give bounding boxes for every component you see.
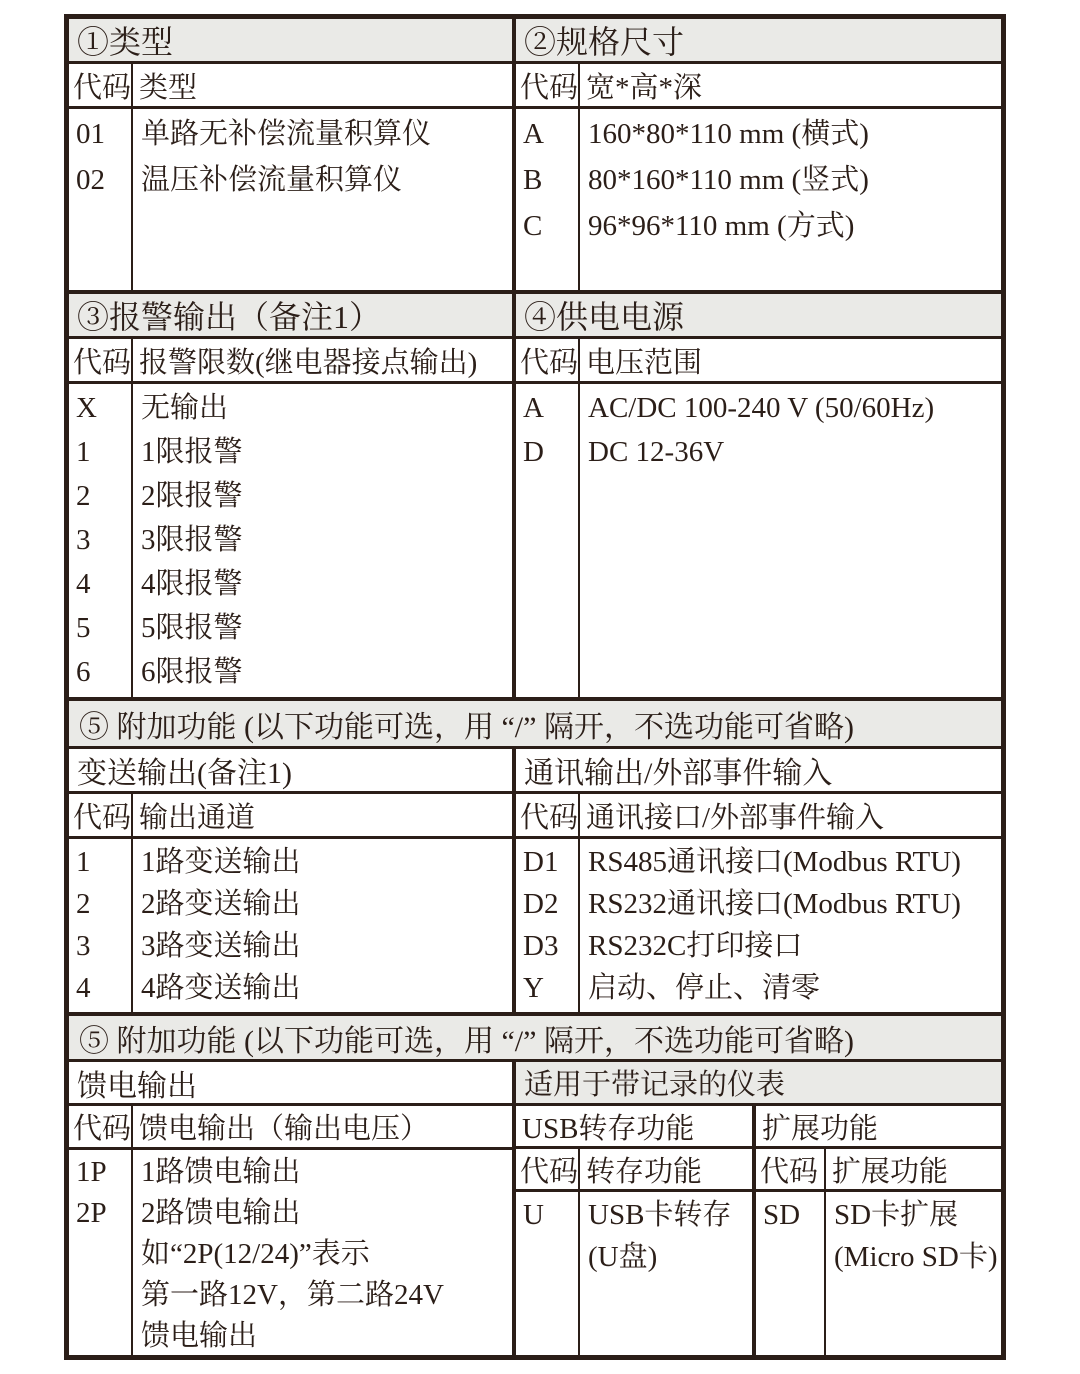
desc-column-header: 扩展功能	[832, 1155, 949, 1188]
section-extra2-title: ⑤ 附加功能 (以下功能可选，用 “/” 隔开，不选功能可省略)	[69, 1016, 1001, 1059]
code-cell: 2P	[76, 1197, 107, 1229]
group-usb-title: USB转存功能	[516, 1106, 752, 1149]
desc-cell: 无输出	[141, 392, 229, 424]
group-sd-title: 扩展功能	[756, 1106, 1001, 1149]
desc-cell: 2限报警	[141, 480, 243, 512]
code-cell: 1	[76, 436, 91, 468]
code-cell: 3	[76, 930, 91, 962]
section-alarm-rows	[69, 384, 512, 697]
desc-cell: (Micro SD卡)	[834, 1241, 998, 1273]
code-cell: 2	[76, 480, 91, 512]
desc-cell: (U盘)	[588, 1241, 658, 1273]
band-extra1-header	[69, 701, 1001, 749]
group-sd-column-headers	[756, 1149, 1001, 1192]
section-type-rows	[69, 109, 512, 290]
code-cell: A	[523, 118, 544, 150]
band-transmit-comm	[69, 749, 1001, 1016]
code-column-header: 代码	[69, 1106, 133, 1147]
section-transmit-title: 变送输出(备注1)	[69, 749, 512, 794]
section-type-title: ①类型	[69, 19, 512, 64]
code-cell: Y	[523, 972, 544, 1004]
code-cell: D3	[523, 930, 559, 962]
desc-column-header: 宽*高*深	[586, 71, 703, 104]
desc-cell: 4限报警	[141, 568, 243, 600]
code-column-header: 代码	[69, 794, 133, 836]
desc-column-header: 输出通道	[139, 801, 256, 834]
group-usb	[516, 1106, 756, 1355]
code-cells	[516, 1192, 580, 1355]
desc-cell: SD卡扩展	[834, 1199, 959, 1231]
section-feed-column-headers	[69, 1106, 512, 1150]
section-type-column-headers	[69, 64, 512, 109]
code-cell: 1P	[76, 1156, 107, 1188]
desc-column-header: 通讯接口/外部事件输入	[586, 801, 885, 834]
desc-column-header: 类型	[139, 71, 198, 104]
code-column-header: 代码	[756, 1149, 826, 1189]
code-cell: 5	[76, 612, 91, 644]
code-column-header: 代码	[516, 339, 580, 381]
code-cells	[516, 109, 580, 290]
band-feed-record	[69, 1062, 1001, 1355]
band-extra2-header	[69, 1016, 1001, 1062]
desc-cells	[133, 1150, 512, 1355]
section-alarm-column-headers	[69, 339, 512, 384]
desc-cell: RS232C打印接口	[588, 930, 803, 962]
group-usb-column-headers	[516, 1149, 752, 1192]
record-groups	[516, 1106, 1001, 1355]
desc-cell: USB卡转存	[588, 1199, 732, 1231]
desc-cell: 4路变送输出	[141, 972, 301, 1004]
code-cell: 02	[76, 164, 105, 196]
code-cell: D	[523, 436, 544, 468]
section-comm-rows	[516, 839, 1001, 1012]
desc-cell: 温压补偿流量积算仪	[141, 164, 403, 196]
group-sd	[756, 1106, 1001, 1355]
desc-cell: 如“2P(12/24)”表示	[141, 1238, 370, 1270]
desc-cells	[580, 384, 1001, 697]
desc-cells	[826, 1192, 1001, 1355]
desc-cell: 6限报警	[141, 656, 243, 688]
section-type	[69, 19, 516, 290]
code-cell: D2	[523, 888, 559, 920]
code-column-header: 代码	[69, 339, 133, 381]
desc-column-header: 电压范围	[586, 346, 703, 379]
desc-cells	[133, 109, 512, 290]
ordering-code-table	[64, 14, 1006, 1360]
desc-column-header: 报警限数(继电器接点输出)	[139, 346, 478, 379]
desc-cell: 3限报警	[141, 524, 243, 556]
section-feed	[69, 1062, 516, 1355]
section-transmit-column-headers	[69, 794, 512, 839]
code-cells	[756, 1192, 826, 1355]
group-usb-rows	[516, 1192, 752, 1355]
section-power-column-headers	[516, 339, 1001, 384]
code-cell: 01	[76, 118, 105, 150]
code-column-header: 代码	[516, 64, 580, 106]
section-comm-column-headers	[516, 794, 1001, 839]
desc-cell: DC 12-36V	[588, 436, 725, 468]
code-cell: A	[523, 392, 544, 424]
code-cell: 3	[76, 524, 91, 556]
code-column-header: 代码	[516, 794, 580, 836]
section-size-rows	[516, 109, 1001, 290]
desc-cell: 2路变送输出	[141, 888, 301, 920]
code-cell: U	[523, 1199, 544, 1231]
desc-cells	[133, 384, 512, 697]
code-cell: SD	[763, 1199, 801, 1231]
code-cell: C	[523, 210, 543, 242]
code-cell: 6	[76, 656, 91, 688]
section-power-rows	[516, 384, 1001, 697]
code-cell: 4	[76, 972, 91, 1004]
section-size	[516, 19, 1001, 290]
code-cell: D1	[523, 846, 559, 878]
desc-column-header: 转存功能	[586, 1155, 703, 1188]
section-alarm	[69, 294, 516, 697]
desc-cell: 96*96*110 mm (方式)	[588, 210, 855, 242]
section-comm-title: 通讯输出/外部事件输入	[516, 749, 1001, 794]
section-record-title: 适用于带记录的仪表	[516, 1062, 1001, 1106]
desc-cell: 第一路12V，第二路24V	[141, 1279, 444, 1311]
band-alarm-power	[69, 294, 1001, 701]
section-transmit-rows	[69, 839, 512, 1012]
code-column-header: 代码	[69, 64, 133, 106]
code-cell: X	[76, 392, 97, 424]
section-size-column-headers	[516, 64, 1001, 109]
desc-cells	[580, 839, 1001, 1012]
code-column-header: 代码	[516, 1149, 580, 1189]
section-power-title: ④供电电源	[516, 294, 1001, 339]
desc-cell: 2路馈电输出	[141, 1197, 301, 1229]
code-cell: 1	[76, 846, 91, 878]
code-cells	[69, 109, 133, 290]
band-type-size	[69, 19, 1001, 294]
desc-cell: 1路馈电输出	[141, 1156, 301, 1188]
desc-cell: 1限报警	[141, 436, 243, 468]
desc-cell: 馈电输出	[141, 1320, 258, 1352]
desc-cell: 1路变送输出	[141, 846, 301, 878]
section-alarm-title: ③报警输出（备注1）	[69, 294, 512, 339]
code-cells	[69, 384, 133, 697]
section-record	[516, 1062, 1001, 1355]
section-transmit	[69, 749, 516, 1012]
code-cells	[69, 839, 133, 1012]
section-size-title: ②规格尺寸	[516, 19, 1001, 64]
desc-cell: AC/DC 100-240 V (50/60Hz)	[588, 392, 935, 424]
desc-cell: 启动、停止、清零	[588, 972, 821, 1004]
desc-cell: RS485通讯接口(Modbus RTU)	[588, 846, 961, 878]
desc-cells	[133, 839, 512, 1012]
section-feed-rows	[69, 1150, 512, 1355]
section-power	[516, 294, 1001, 697]
desc-cells	[580, 109, 1001, 290]
desc-cell: 160*80*110 mm (横式)	[588, 118, 869, 150]
section-extra1-title: ⑤ 附加功能 (以下功能可选，用 “/” 隔开，不选功能可省略)	[69, 701, 1001, 746]
code-cells	[516, 384, 580, 697]
section-comm	[516, 749, 1001, 1012]
code-cell: 4	[76, 568, 91, 600]
desc-cell: 5限报警	[141, 612, 243, 644]
code-cell: 2	[76, 888, 91, 920]
desc-cell: 3路变送输出	[141, 930, 301, 962]
code-cells	[516, 839, 580, 1012]
desc-cell: RS232通讯接口(Modbus RTU)	[588, 888, 961, 920]
desc-cell: 单路无补偿流量积算仪	[141, 118, 432, 150]
code-cell: B	[523, 164, 543, 196]
section-feed-title: 馈电输出	[69, 1062, 512, 1106]
desc-cells	[580, 1192, 752, 1355]
group-sd-rows	[756, 1192, 1001, 1355]
desc-column-header: 馈电输出（输出电压）	[139, 1113, 430, 1145]
desc-cell: 80*160*110 mm (竖式)	[588, 164, 869, 196]
code-cells	[69, 1150, 133, 1355]
